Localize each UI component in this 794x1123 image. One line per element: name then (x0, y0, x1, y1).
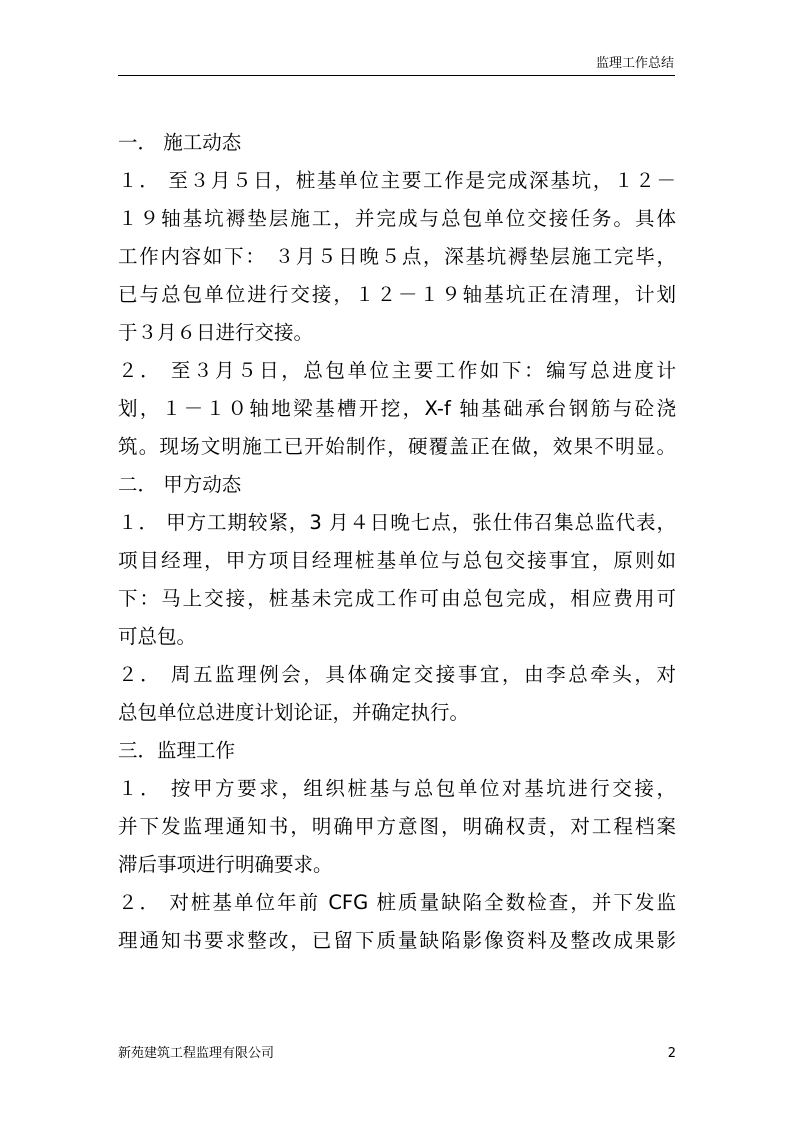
body-line: 总包单位总进度计划论证，并确定执行。 (118, 701, 470, 724)
body-line: 理通知书要求整改，已留下质量缺陷影像资料及整改成果影 (118, 929, 676, 952)
body-line: ２． 至３月５日，总包单位主要工作如下：编写总进度计 (118, 359, 676, 382)
body-line: １． 按甲方要求，组织桩基与总包单位对基坑进行交接， (118, 777, 676, 800)
body-line: 项目经理，甲方项目经理桩基单位与总包交接事宜，原则如 (118, 549, 676, 572)
body-line: 划，１－１０轴地梁基槽开挖，X-f 轴基础承台钢筋与砼浇 (118, 397, 676, 420)
body-line: 工作内容如下： ３月５日晚５点，深基坑褥垫层施工完毕， (118, 245, 676, 268)
body-line: 滞后事项进行明确要求。 (118, 853, 333, 876)
header-rule (118, 75, 675, 76)
body-line: 下：马上交接，桩基未完成工作可由总包完成，相应费用可 (118, 587, 676, 610)
running-header-title: 监理工作总结 (595, 56, 674, 71)
body-line: 可总包。 (118, 625, 197, 648)
body-line: ２． 周五监理例会，具体确定交接事宜，由李总牵头，对 (118, 663, 676, 686)
body-line: 已与总包单位进行交接，１２－１９轴基坑正在清理，计划 (118, 283, 676, 306)
page-number: 2 (667, 1046, 676, 1061)
body-line: １． 至３月５日，桩基单位主要工作是完成深基坑，１２－ (118, 169, 676, 192)
section-heading-owner: 二． 甲方动态 (118, 473, 242, 496)
body-line: １９轴基坑褥垫层施工，并完成与总包单位交接任务。具体 (118, 207, 676, 230)
body-line: ２． 对桩基单位年前 CFG 桩质量缺陷全数检查，并下发监 (118, 891, 676, 914)
body-line: 于３月６日进行交接。 (118, 321, 314, 344)
body-line: 并下发监理通知书，明确甲方意图，明确权责，对工程档案 (118, 815, 676, 838)
section-heading-supervision: 三．监理工作 (118, 739, 236, 762)
footer-company-name: 新苑建筑工程监理有限公司 (118, 1046, 275, 1061)
document-body (118, 124, 676, 960)
body-line: １． 甲方工期较紧，3 月４日晚七点，张仕伟召集总监代表， (118, 511, 676, 534)
body-line: 筑。现场文明施工已开始制作，硬覆盖正在做，效果不明显。 (118, 435, 676, 458)
section-heading-construction: 一． 施工动态 (118, 131, 242, 154)
